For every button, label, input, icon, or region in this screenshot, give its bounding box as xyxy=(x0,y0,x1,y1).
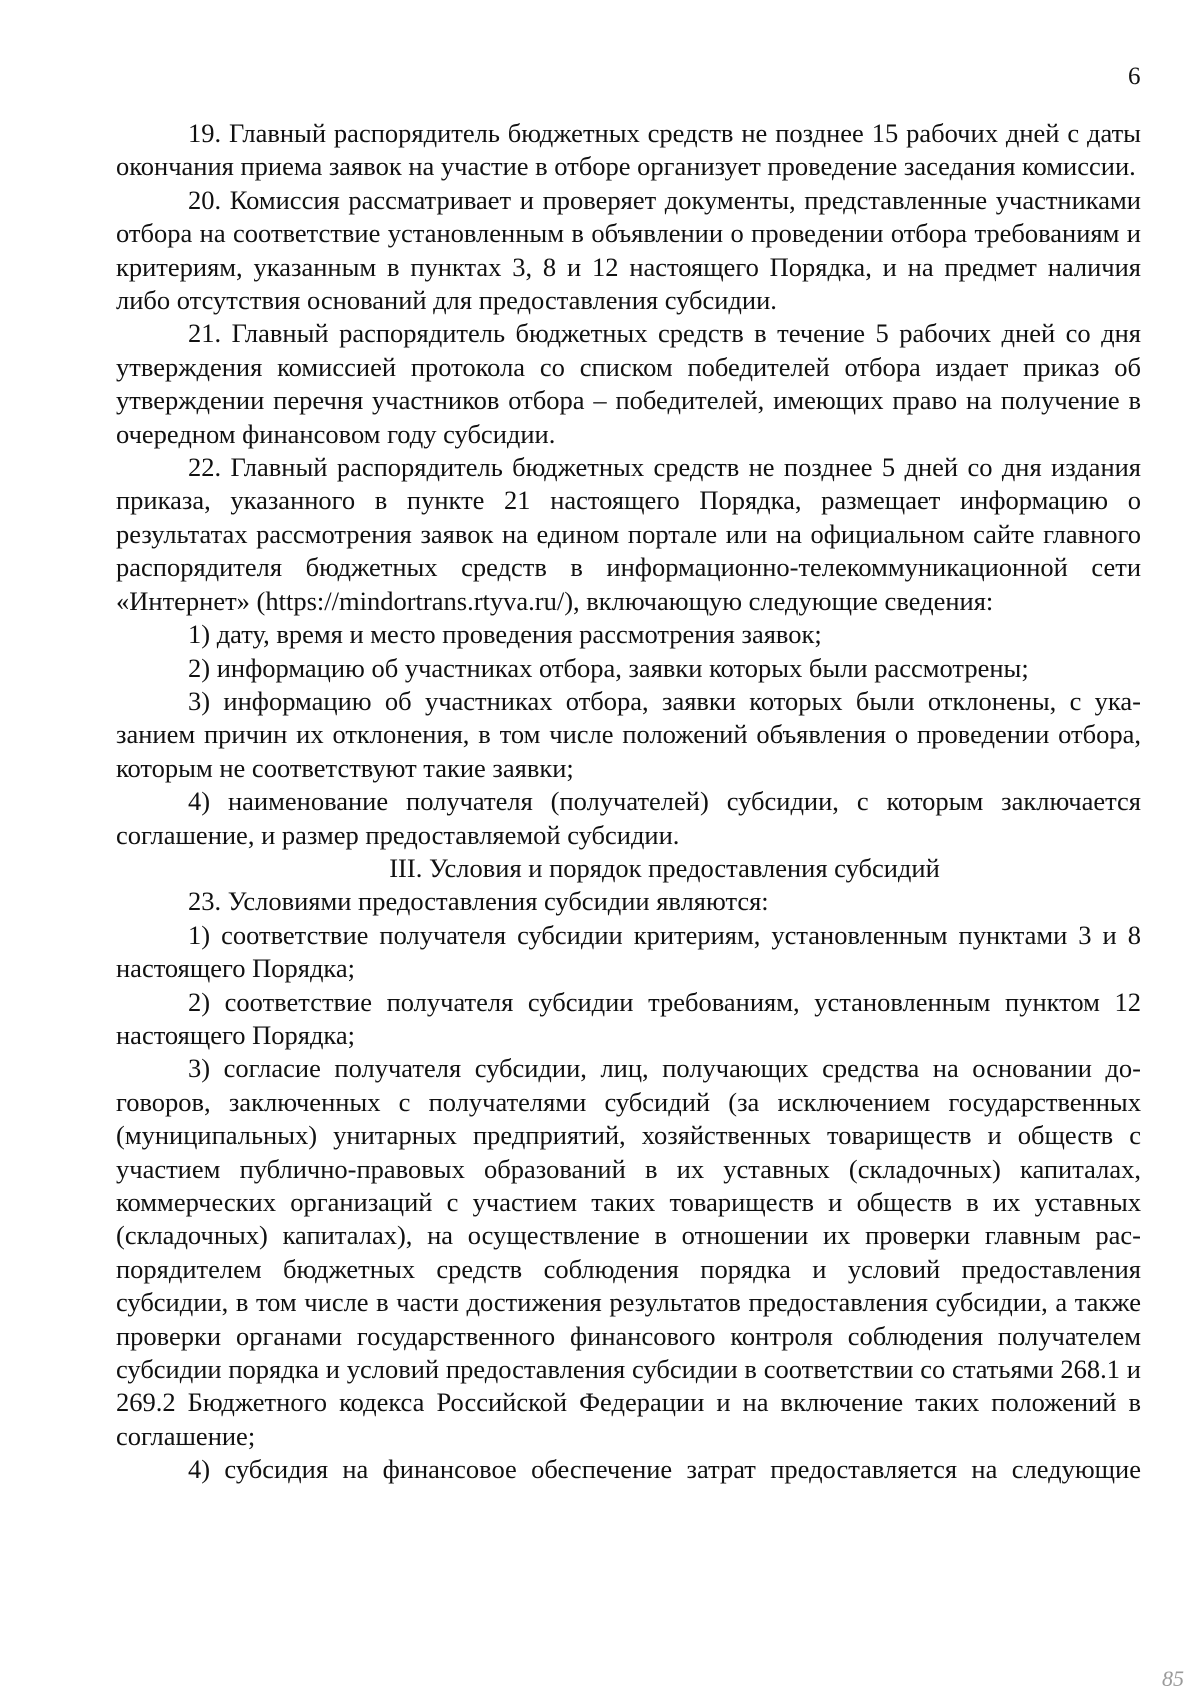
page-number: 6 xyxy=(1128,63,1141,90)
paragraph-23: 23. Условиями предоставления субсидии являются: xyxy=(188,886,769,917)
paragraph-19: 19. Главный распорядитель бюджетных средств не позднее 15 рабочих дней с даты окончания приема заявок на участие в отборе организует проведение заседания комиссии. xyxy=(116,118,1141,182)
paragraph-21: 21. Главный распорядитель бюджетных средств в течение 5 рабочих дней со дня утверждения комиссией протокола со списком победителей отбора издает приказ об утверждении перечня участников отбора – победителей, имеющих право на получение в очередном финансовом году субсидии. xyxy=(116,318,1141,449)
paragraph-20: 20. Комиссия рассматривает и проверяет документы, представленные участниками отбора на соответствие установленным в объявлении о проведении отбора требованиям и критериям, указанным в пунктах 3, 8 и 12 настоящего Порядка, и на предмет наличия либо отсутствия оснований для предоставления субсидии. xyxy=(116,184,1141,316)
handwritten-page-mark: 85 xyxy=(1162,1666,1184,1691)
list-item-22-4: 4) наименование получателя (получателей) субсидии, с которым заключается соглашение, и размер предоставляемой субсидии. xyxy=(116,786,1141,850)
paragraph-22: 22. Главный распорядитель бюджетных средств не позднее 5 дней со дня издания приказа, указанного в пункте 21 настоящего Порядка, размещает информацию о результатах рассмотрения заявок на едином портале или на официальном сайте главного распорядителя бюджетных средств в информационно-телекоммуникационной сети «Интернет» (https://mindortrans.rtyva.ru/), включающую следующие сведения: xyxy=(116,452,1141,616)
list-item-22-3: 3) информацию об участниках отбора, заявки которых были отклонены, с указанием причин их отклонения, в том числе положений объявления о проведении отбора, которым не соответствуют такие заявки; xyxy=(116,685,1141,783)
list-item-23-4: 4) субсидия на финансовое обеспечение затрат предоставляется на следующие xyxy=(188,1454,1141,1485)
list-item-22-1: 1) дату, время и место проведения рассмотрения заявок; xyxy=(188,619,822,650)
list-item-23-3: 3) согласие получателя субсидии, лиц, получающих средства на основании договоров, заключенных с получателями субсидий (за исключением государственных (муниципальных) унитарных предприятий, хозяйственных товариществ и обществ с участием публично-правовых образований в их уставных (складочных) капиталах, коммерческих организаций с участием таких товариществ и обществ в их уставных (складочных) капиталах), на осуществление в отношении их проверки главным распорядителем бюджетных средств соблюдения порядка и условий предоставления субсидии, в том числе в части достижения результатов предоставления субсидии, а также проверки органами государственного финансового контроля соблюдения получателем субсидии порядка и условий предоставления субсидии в соответствии со статьями 268.1 и 269.2 Бюджетного кодекса Российской Федерации и на включение таких положений в соглашение; xyxy=(116,1053,1141,1451)
document-body xyxy=(116,117,1141,1487)
list-item-22-2: 2) информацию об участниках отбора, заявки которых были рассмотрены; xyxy=(188,652,1029,683)
section-heading: III. Условия и порядок предоставления субсидий xyxy=(389,852,940,883)
list-item-23-2: 2) соответствие получателя субсидии требованиям, установленным пунктом 12 настоящего Порядка; xyxy=(116,986,1141,1050)
list-item-23-1: 1) соответствие получателя субсидии критериям, установленным пунктами 3 и 8 настоящего Порядка; xyxy=(116,919,1141,984)
